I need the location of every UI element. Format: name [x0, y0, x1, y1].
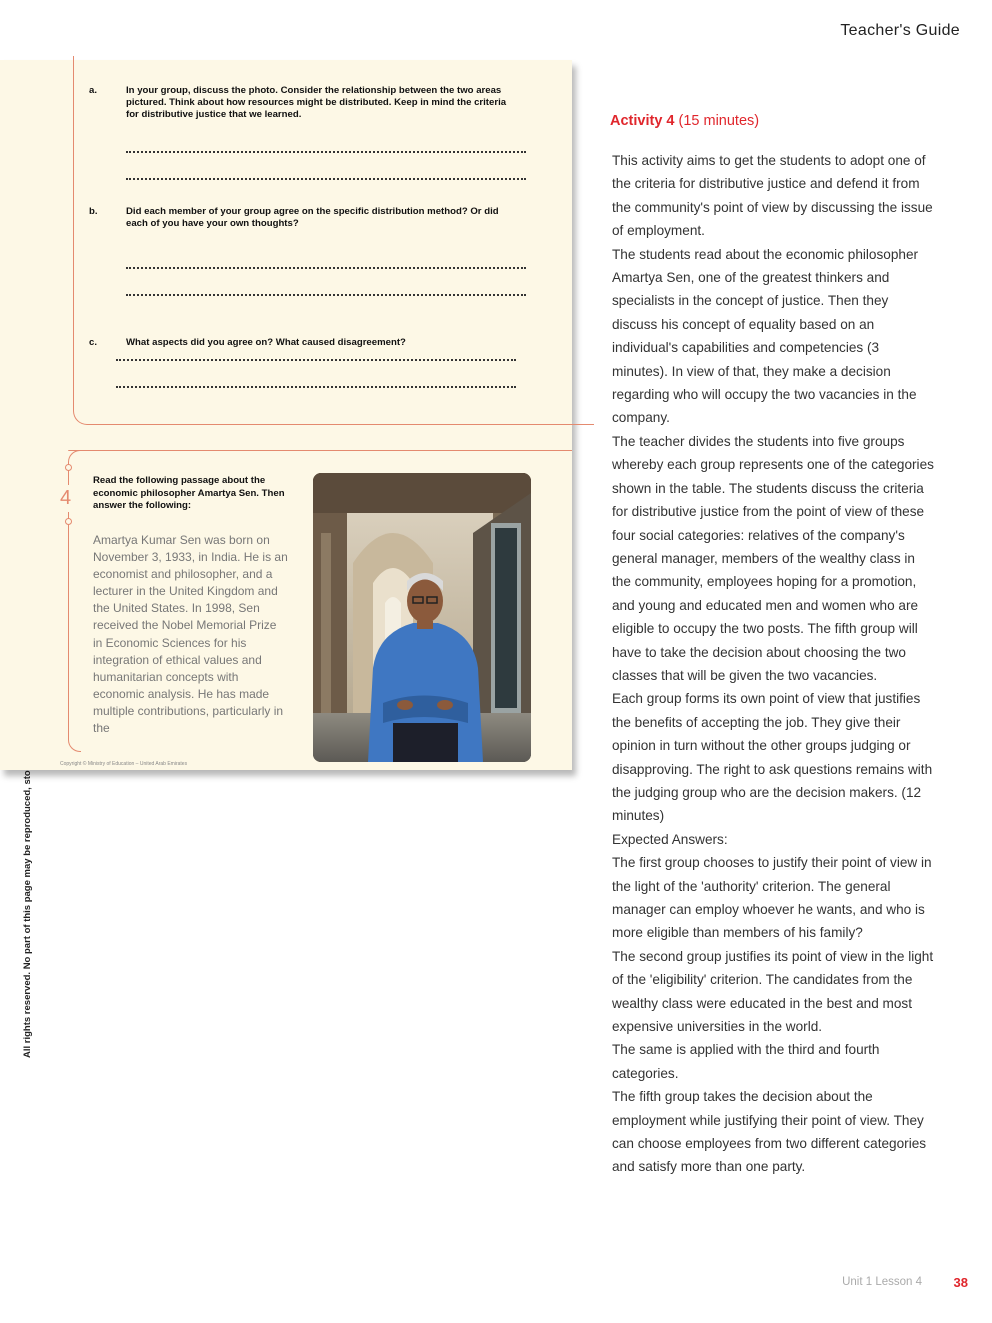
- expected-answers-label: Expected Answers:: [612, 831, 728, 847]
- page-number: 38: [953, 1275, 968, 1290]
- footer-unit-label: Unit 1 Lesson 4: [842, 1276, 922, 1288]
- body-paragraph: The same is applied with the third and fourth categories.: [612, 1042, 880, 1081]
- question-text: In your group, discuss the photo. Consider the relationship between the two areas pictured. Think about how resources might be distributed. Keep in mind the criteria for distributive justice that we learned.: [126, 85, 507, 120]
- answer-line[interactable]: [126, 294, 526, 296]
- page-header-title: Teacher's Guide: [840, 22, 960, 39]
- body-paragraph: The second group justifies its point of view in the light of the 'eligibility' criterion. The candidates from the wealthy class were educated in the best and most expensive universities in the world.: [612, 948, 934, 1035]
- student-book-page: [0, 60, 572, 770]
- activity-duration: (15 minutes): [678, 113, 760, 129]
- section-instruction: Read the following passage about the economic philosopher Amartya Sen. Then answer the following:: [93, 475, 285, 511]
- section-frame-top: [68, 450, 572, 451]
- question-letter: b.: [89, 206, 98, 217]
- activity-heading: [610, 113, 759, 129]
- book-copyright: Copyright © Ministry of Education – United Arab Emirates: [60, 761, 188, 767]
- body-paragraph: The teacher divides the students into five groups whereby each group represents one of the categories shown in the table. The students discuss the criteria for distributive justice from the point of view of these four social categories: relatives of the company's general manager, members of the wealthy class in the community, employees hoping for a promotion, and young and educated men and women who are eligible to occupy the two posts. The fifth group will have to take the decision about choosing the two classes that will be given the two vacancies.: [612, 433, 934, 683]
- frame-circle: [65, 518, 72, 525]
- body-paragraph: The first group chooses to justify their point of view in the light of the 'authority' criterion. The general manager can employ whoever he wants, and who is more eligible than members of his family?: [612, 855, 932, 941]
- body-paragraph: The students read about the economic philosopher Amartya Sen, one of the greatest thinkers and specialists in the concept of justice. Then they discuss his concept of equality based on an individual's capabilities and competencies (3 minutes). In view of that, they make a decision regarding who will occupy the two vacancies in the company.: [612, 246, 919, 426]
- answer-line[interactable]: [126, 151, 526, 153]
- amartya-sen-photo: [313, 473, 531, 762]
- activity-title: Activity 4: [610, 113, 675, 129]
- question-text: Did each member of your group agree on the specific distribution method? Or did each of you have your own thoughts?: [126, 206, 499, 229]
- question-text: What aspects did you agree on? What caused disagreement?: [126, 337, 406, 348]
- body-paragraph: Each group forms its own point of view that justifies the benefits of accepting the job. They give their opinion in turn without the other groups judging or disapproving. The right to ask questions remains with the judging group who are the decision makers. (12 minutes): [612, 691, 933, 824]
- passage-text: Amartya Kumar Sen was born on November 3, 1933, in India. He is an economist and philosopher, and a lecturer in the United Kingdom and the United States. In 1998, Sen received the Nobel Memorial Prize in Economic Sciences for his integration of ethical values and humanitarian concepts with economic analysis. He has made multiple contributions, particularly in the: [93, 533, 288, 736]
- section-number: 4: [60, 485, 71, 512]
- answer-line[interactable]: [116, 386, 516, 388]
- answer-line[interactable]: [126, 267, 526, 269]
- body-paragraph: The fifth group takes the decision about the employment while justifying their point of view. They can choose employees from two different categories and satisfy more than one party.: [612, 1089, 927, 1175]
- teacher-guide-body: [612, 149, 937, 1179]
- body-paragraph: This activity aims to get the students to adopt one of the criteria for distributive justice and defend it from the community's point of view by discussing the issue of employment.: [612, 153, 933, 239]
- answer-line[interactable]: [116, 359, 516, 361]
- question-letter: a.: [89, 85, 98, 96]
- answer-line[interactable]: [126, 178, 526, 180]
- question-letter: c.: [89, 337, 98, 348]
- frame-circle: [65, 464, 72, 471]
